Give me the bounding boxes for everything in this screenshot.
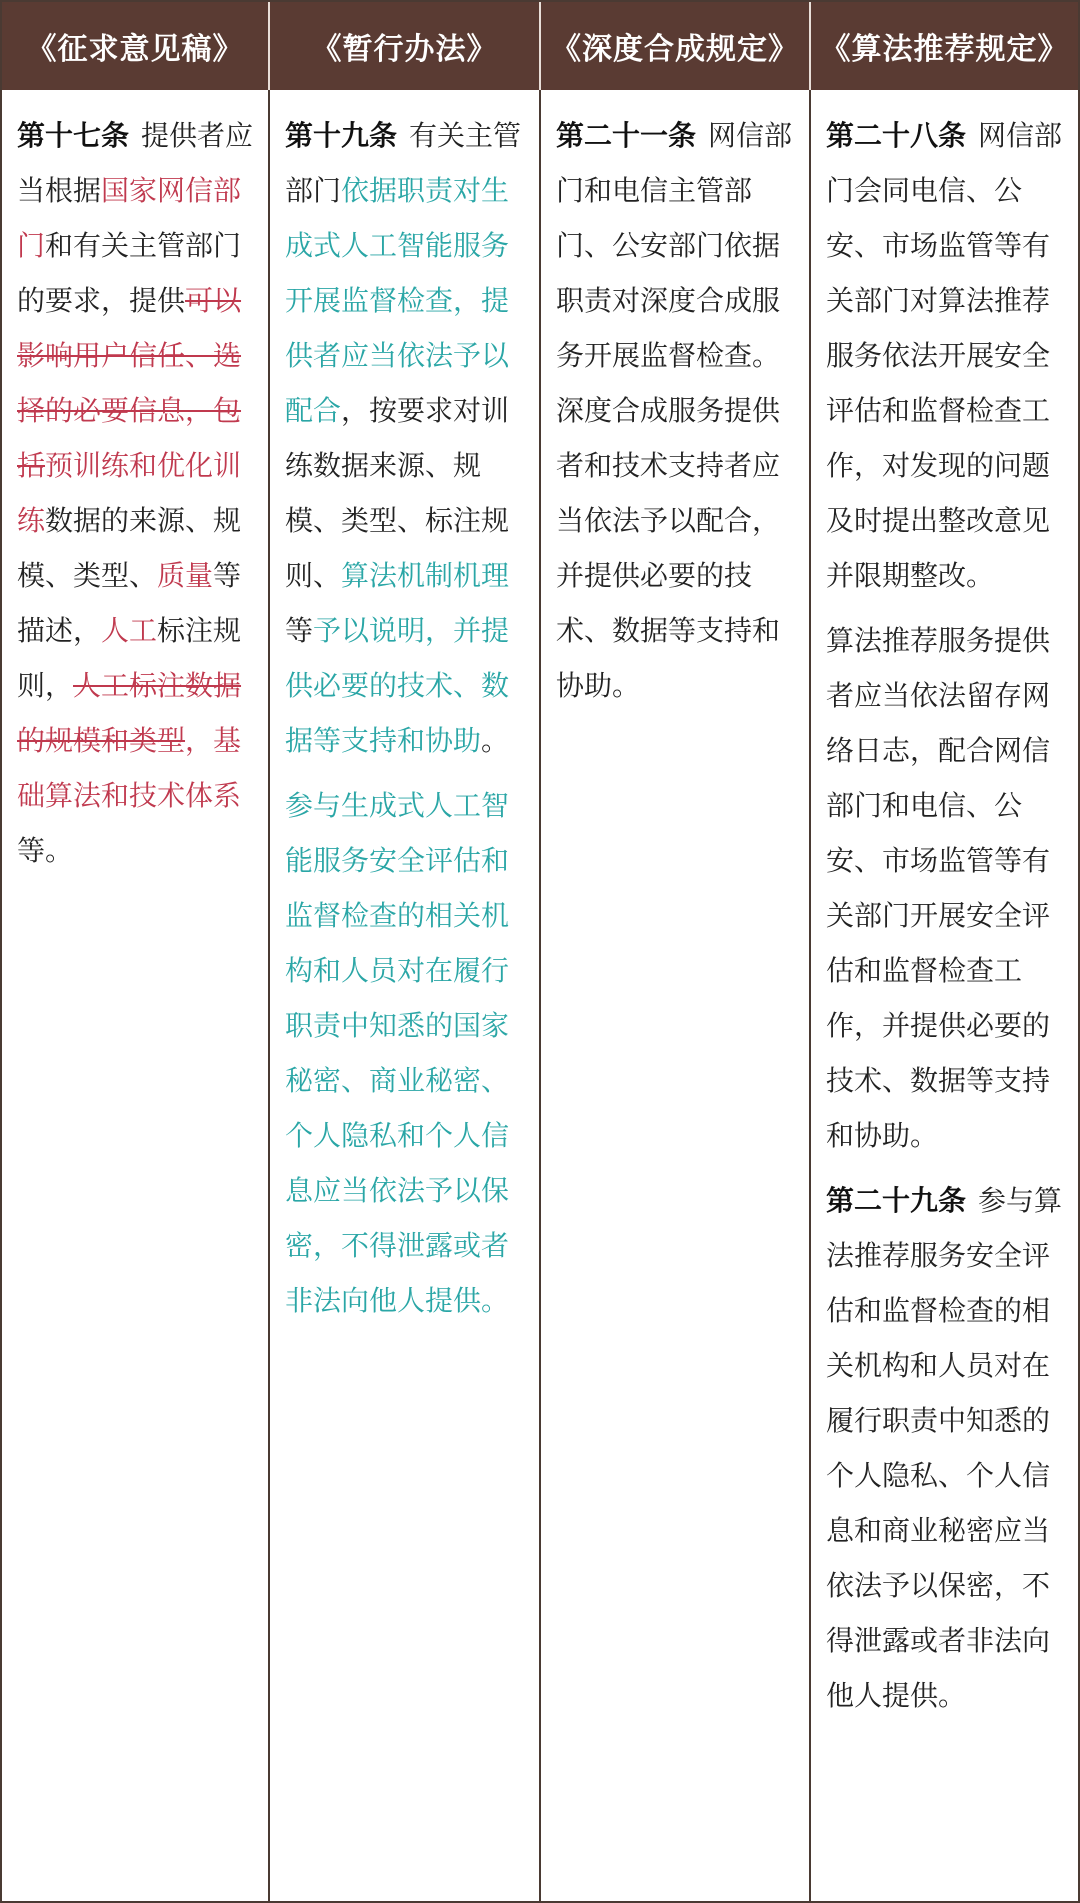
- article-29-paragraph: [826, 1173, 1068, 1723]
- text-segment: 参与算法推荐服务安全评估和监督检查的相关机构和人员对在履行职责中知悉的个人隐私、个人信息和商业秘密应当依法予以保密，不得泄露或者非法向他人提供。: [826, 1184, 1063, 1712]
- table-body-row: [2, 90, 1078, 1901]
- article-21-paragraph: [556, 108, 799, 713]
- text-segment: 网信部门和电信主管部门、公安部门依据职责对深度合成服务开展监督检查。深度合成服务提供者和技术支持者应当依法予以配合，并提供必要的技术、数据等支持和协助。: [556, 119, 793, 702]
- text-segment: 提供者应当根据: [17, 119, 254, 207]
- text-segment: 等描述，: [17, 559, 242, 647]
- article-21-title: 第二十一条: [556, 119, 697, 152]
- article-28-title: 第二十八条: [826, 119, 967, 152]
- text-deleted: 人工标注数据的规模和类型: [17, 669, 242, 757]
- article-17-paragraph: [17, 108, 258, 878]
- article-19-paragraph-2: 参与生成式人工智能服务安全评估和监督检查的相关机构和人员对在履行职责中知悉的国家秘密、商业秘密、个人隐私和个人信息应当依法予以保密，不得泄露或者非法向他人提供。: [285, 789, 510, 1317]
- article-17-title: 第十七条: [17, 119, 130, 152]
- article-19-paragraph: [285, 108, 529, 768]
- highlight-added: 人工: [101, 614, 158, 647]
- text-segment: 网信部门会同电信、公安、市场监管等有关部门对算法推荐服务依法开展安全评估和监督检查工作，对发现的问题及时提出整改意见并限期整改。: [826, 119, 1063, 592]
- text-segment: 。: [481, 724, 510, 757]
- highlight-new: 算法机制机理: [341, 559, 510, 592]
- text-segment: ，按要求对训练数据来源、规模、类型、标注规则、: [285, 394, 510, 592]
- text-segment: 等: [285, 614, 314, 647]
- article-28-paragraph: [826, 108, 1068, 603]
- article-28-paragraph-2: 算法推荐服务提供者应当依法留存网络日志，配合网信部门和电信、公安、市场监管等有关部门开展安全评估和监督检查工作，并提供必要的技术、数据等支持和协助。: [826, 624, 1051, 1152]
- text-segment: 标注规则，: [17, 614, 242, 702]
- column-draft-measures: [2, 90, 270, 1901]
- highlight-added: 质量: [157, 559, 214, 592]
- header-draft-measures: 《征求意见稿》: [2, 2, 270, 90]
- column-interim-measures: [270, 90, 541, 1901]
- table-header-row: [2, 2, 1078, 90]
- highlight-added: 预训练和优化训练: [17, 449, 242, 537]
- column-deep-synthesis: [541, 90, 811, 1901]
- header-algorithm-recommendation: 《算法推荐规定》: [820, 32, 1069, 67]
- text-segment: 数据的来源、规模、类型、: [17, 504, 242, 592]
- header-deep-synthesis: 《深度合成规定》: [541, 2, 811, 90]
- header-interim-measures: 《暂行办法》: [270, 2, 541, 90]
- article-19-title: 第十九条: [285, 119, 398, 152]
- highlight-added: ，基础算法和技术体系: [17, 724, 242, 812]
- text-deleted: 可以影响用户信任、选择的必要信息，包括: [17, 284, 242, 482]
- highlight-new: 予以说明，并提供必要的技术、数据等支持和协助: [285, 614, 510, 757]
- text-segment: 等。: [17, 834, 74, 867]
- highlight-added: 国家网信部门: [17, 174, 242, 262]
- column-algorithm-recommendation: [811, 90, 1078, 1901]
- article-29-title: 第二十九条: [826, 1184, 967, 1217]
- text-segment: 和有关主管部门的要求，提供: [17, 229, 242, 317]
- highlight-new: 依据职责对生成式人工智能服务开展监督检查，提供者应当依法予以配合: [285, 174, 510, 427]
- text-segment: 有关主管部门: [285, 119, 522, 207]
